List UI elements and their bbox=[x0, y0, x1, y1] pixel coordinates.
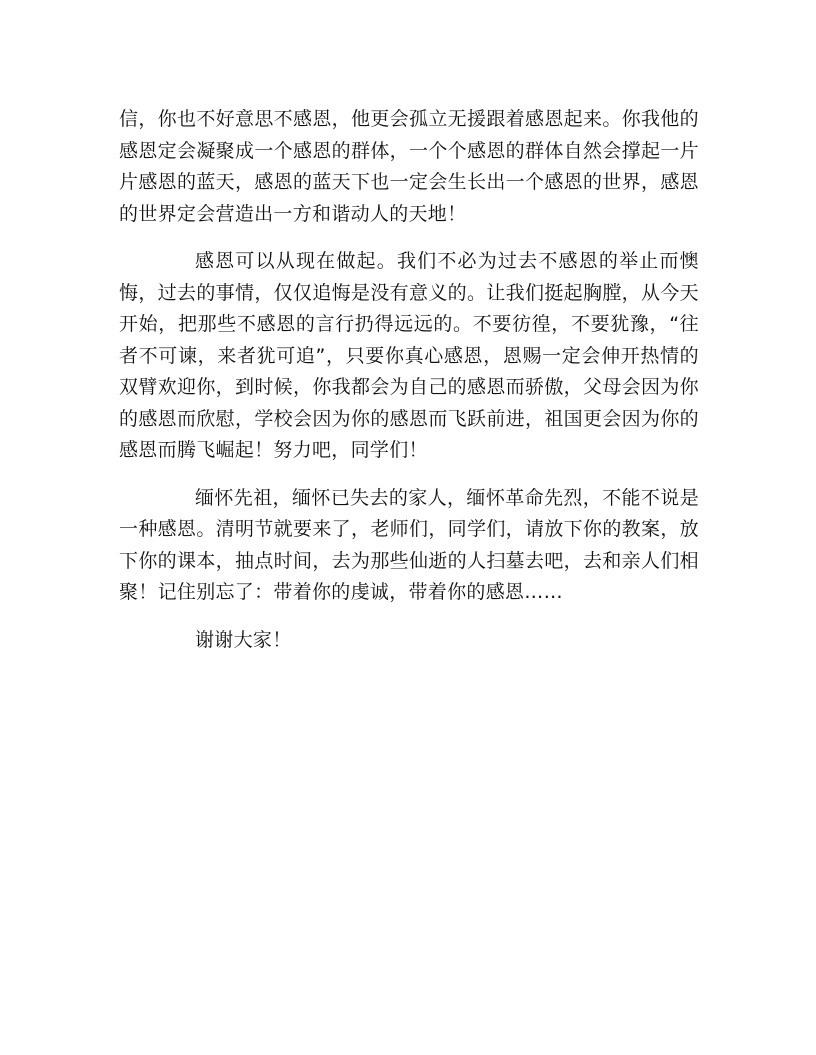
paragraph-2: 感恩可以从现在做起。我们不必为过去不感恩的举止而懊悔，过去的事情，仅仅追悔是没有意义的。让我们挺起胸膛，从今天开始，把那些不感恩的言行扔得远远的。不要彷徨，不要犹豫，“往者不可谏，来者犹可追”，只要你真心感恩，恩赐一定会伸开热情的双臂欢迎你，到时候，你我都会为自己的感恩而骄傲，父母会因为你的感恩而欣慰，学校会因为你的感恩而飞跃前进，祖国更会因为你的感恩而腾飞崛起！努力吧，同学们！ bbox=[119, 250, 699, 461]
document-body bbox=[119, 104, 699, 672]
paragraph-closing: 谢谢大家！ bbox=[195, 628, 292, 651]
paragraph-1: 信，你也不好意思不感恩，他更会孤立无援跟着感恩起来。你我他的感恩定会凝聚成一个感恩的群体，一个个感恩的群体自然会撑起一片片感恩的蓝天，感恩的蓝天下也一定会生长出一个感恩的世界，感恩的世界定会营造出一方和谐动人的天地！ bbox=[119, 108, 699, 225]
paragraph-3: 缅怀先祖，缅怀已失去的家人，缅怀革命先烈，不能不说是一种感恩。清明节就要来了，老师们，同学们，请放下你的教案，放下你的课本，抽点时间，去为那些仙逝的人扫墓去吧，去和亲人们相聚！记住别忘了：带着你的虔诚，带着你的感恩…… bbox=[119, 486, 699, 603]
